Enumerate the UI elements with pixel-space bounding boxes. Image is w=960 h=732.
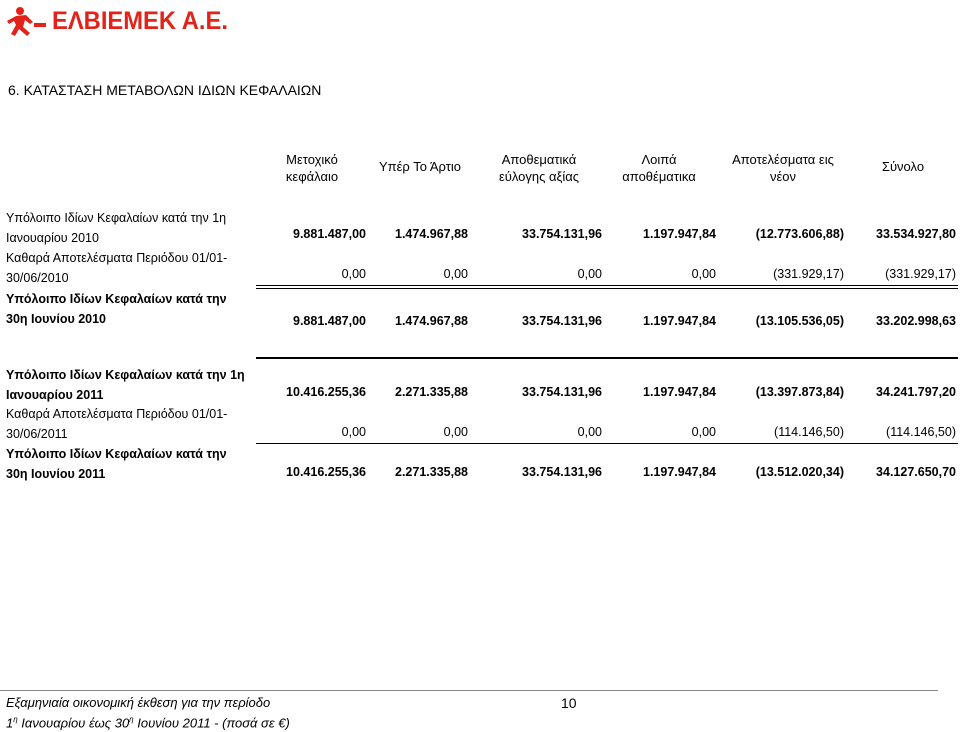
table-cell: 34.127.650,70	[876, 465, 956, 479]
section-divider	[256, 357, 958, 359]
company-logo	[6, 4, 237, 38]
row-underline	[256, 285, 958, 286]
page-number: 10	[561, 695, 577, 711]
page-title: 6. ΚΑΤΑΣΤΑΣΗ ΜΕΤΑΒΟΛΩΝ ΙΔΙΩΝ ΚΕΦΑΛΑΙΩΝ	[8, 82, 322, 98]
table-cell: 0,00	[443, 267, 468, 281]
table-cell: 33.754.131,96	[522, 465, 602, 479]
table-cell: 2.271.335,88	[395, 465, 468, 479]
table-cell: (114.146,50)	[886, 425, 956, 439]
table-cell: 33.202.998,63	[876, 314, 956, 328]
table-cell: 1.474.967,88	[395, 314, 468, 328]
column-header-other-reserves: Λοιπά αποθέματικα	[622, 152, 696, 184]
table-cell: (13.397.873,84)	[755, 385, 844, 399]
row-label-closing-balance-2010: Υπόλοιπο Ιδίων Κεφαλαίων κατά την 30η Ιουνίου 2010	[6, 292, 227, 326]
logo-text: ΕΛΒΙΕΜΕΚ Α.Ε.	[52, 6, 228, 35]
row-label-opening-balance-2010: Υπόλοιπο Ιδίων Κεφαλαίων κατά την 1η Ιανουαρίου 2010	[6, 211, 227, 245]
table-cell: 0,00	[691, 425, 716, 439]
table-cell: 0,00	[341, 425, 366, 439]
table-cell: 33.754.131,96	[522, 385, 602, 399]
logo-figure-icon	[6, 5, 48, 37]
table-cell: 9.881.487,00	[293, 227, 366, 241]
column-header-share-capital: Μετοχικό κεφάλαιο	[285, 152, 339, 184]
table-cell: (331.929,17)	[773, 267, 844, 281]
table-cell: (12.773.606,88)	[755, 227, 844, 241]
table-cell: 1.197.947,84	[643, 385, 716, 399]
table-cell: 1.197.947,84	[643, 227, 716, 241]
row-underline	[256, 443, 958, 444]
table-cell: (13.105.536,05)	[755, 314, 844, 328]
table-cell: 9.881.487,00	[293, 314, 366, 328]
row-label-closing-balance-2011: Υπόλοιπο Ιδίων Κεφαλαίων κατά την 30η Ιουνίου 2011	[6, 447, 227, 481]
table-cell: 1.474.967,88	[395, 227, 468, 241]
table-cell: 0,00	[341, 267, 366, 281]
table-cell: 33.754.131,96	[522, 314, 602, 328]
row-label-opening-balance-2011: Υπόλοιπο Ιδίων Κεφαλαίων κατά την 1η Ιανουαρίου 2011	[6, 368, 245, 402]
table-cell: 10.416.255,36	[286, 385, 366, 399]
footer-report-title: Εξαμηνιαία οικονομική έκθεση για την περίοδο	[6, 695, 271, 710]
row-underline	[256, 288, 958, 289]
column-header-fair-value-reserves: Αποθεματικά εύλογης αξίας	[498, 152, 580, 184]
table-cell: 0,00	[577, 425, 602, 439]
table-cell: (13.512.020,34)	[755, 465, 844, 479]
footer-period: $1^\eta$ Ιανουαρίου έως $30^\eta$ Ιουνίου 2011 - (ποσά σε €)	[6, 715, 290, 731]
table-cell: 10.416.255,36	[286, 465, 366, 479]
column-header-share-premium: Υπέρ Το Άρτιο	[379, 159, 461, 174]
table-cell: (114.146,50)	[774, 425, 844, 439]
table-cell: 34.241.797,20	[876, 385, 956, 399]
row-label-net-result-2011: Καθαρά Αποτελέσματα Περιόδου 01/01- 30/06/2011	[6, 407, 228, 441]
table-cell: 33.534.927,80	[876, 227, 956, 241]
table-cell: 0,00	[691, 267, 716, 281]
column-header-retained-earnings: Αποτελέσματα εις νέον	[732, 152, 834, 184]
row-label-net-result-2010: Καθαρά Αποτελέσματα Περιόδου 01/01- 30/06/2010	[6, 251, 228, 285]
table-cell: 33.754.131,96	[522, 227, 602, 241]
column-header-total: Σύνολο	[881, 159, 925, 174]
table-cell: 1.197.947,84	[643, 465, 716, 479]
table-cell: 0,00	[577, 267, 602, 281]
table-cell: 2.271.335,88	[395, 385, 468, 399]
table-cell: 1.197.947,84	[643, 314, 716, 328]
footer-divider	[0, 690, 938, 691]
table-cell: 0,00	[443, 425, 468, 439]
table-cell: (331.929,17)	[885, 267, 956, 281]
